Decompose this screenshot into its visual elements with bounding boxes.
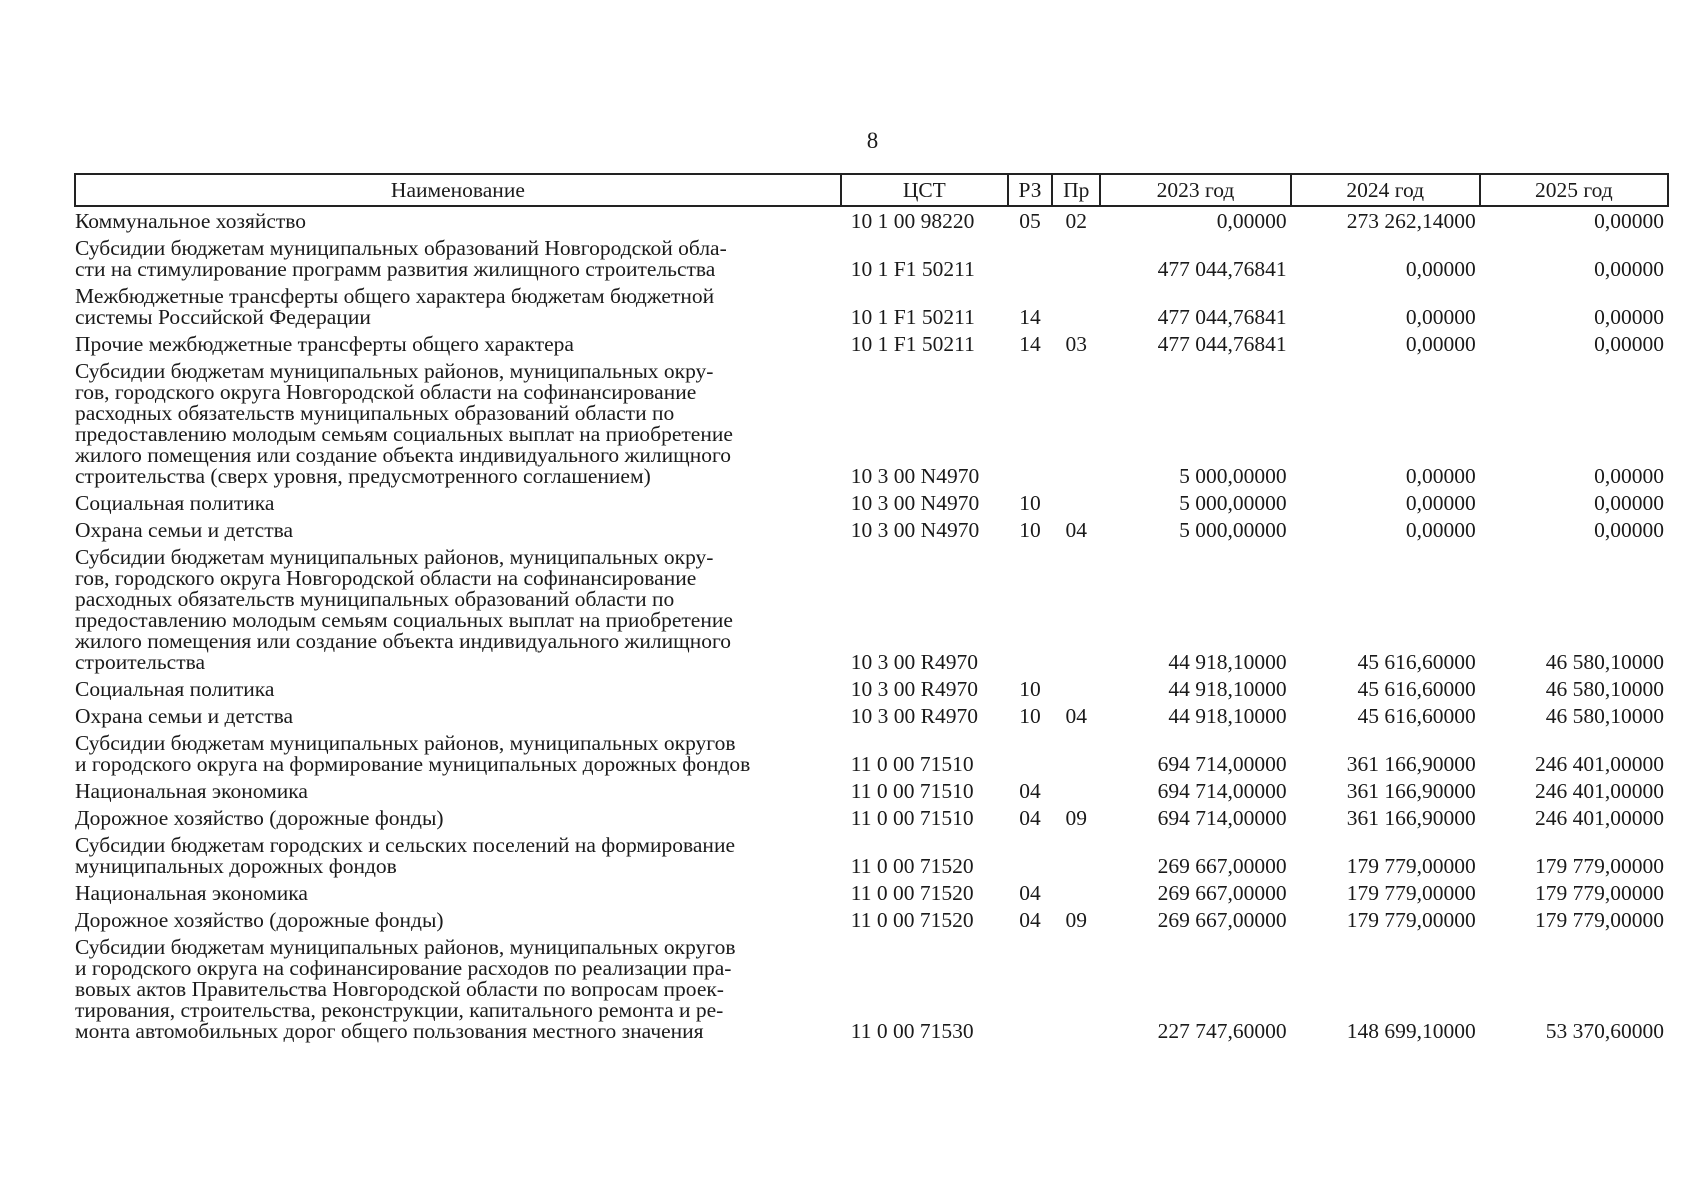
row-2023-value: 269 667,00000: [1157, 854, 1287, 878]
row-name-line: Субсидии бюджетам муниципальных районов, муниципальных округов: [75, 731, 736, 755]
row-cst: 11 0 00 71530: [850, 1019, 974, 1043]
row-2023-value: 269 667,00000: [1157, 881, 1287, 905]
row-rz: 10: [1019, 677, 1041, 701]
row-2023-value: 5 000,00000: [1179, 464, 1287, 488]
row-name-line: Субсидии бюджетам муниципальных районов, муниципальных окру-: [75, 545, 714, 569]
table-row: [75, 906, 1668, 933]
row-name: [75, 831, 841, 879]
row-name-line: Субсидии бюджетам муниципальных районов, муниципальных округов: [75, 935, 736, 959]
row-pr: 02: [1065, 209, 1087, 233]
table-row: [75, 357, 1668, 489]
header-2023: 2023 год: [1100, 174, 1290, 206]
table-row: [75, 933, 1668, 1044]
row-name-line: тирования, строительства, реконструкции, капитального ремонта и ре-: [75, 998, 724, 1022]
row-name-line: строительства: [75, 650, 206, 674]
row-2023-value: 44 918,10000: [1168, 704, 1287, 728]
header-rz: РЗ: [1008, 174, 1052, 206]
row-2025-value: 46 580,10000: [1545, 677, 1664, 701]
row-name: [75, 543, 841, 675]
row-name-line: монта автомобильных дорог общего пользования местного значения: [75, 1019, 704, 1043]
table-row: [75, 206, 1668, 234]
row-2023-value: 477 044,76841: [1157, 257, 1287, 281]
row-name-line: Социальная политика: [75, 677, 275, 701]
row-2024-value: 0,00000: [1405, 518, 1476, 542]
row-pr: [1052, 489, 1100, 516]
table-row: [75, 330, 1668, 357]
row-name: [75, 330, 841, 357]
table-row: [75, 282, 1668, 330]
row-rz: 04: [1019, 881, 1041, 905]
row-2024-value: 179 779,00000: [1346, 881, 1476, 905]
row-cst: 11 0 00 71520: [850, 881, 974, 905]
row-2024-value: 0,00000: [1405, 257, 1476, 281]
row-rz: [1008, 234, 1052, 282]
table-row: [75, 729, 1668, 777]
row-name: [75, 729, 841, 777]
header-2024: 2024 год: [1291, 174, 1480, 206]
row-2025-value: 179 779,00000: [1535, 854, 1664, 878]
row-2025-value: 246 401,00000: [1535, 779, 1664, 803]
row-name: [75, 804, 841, 831]
row-name-line: Дорожное хозяйство (дорожные фонды): [75, 908, 444, 932]
row-name-line: системы Российской Федерации: [75, 305, 371, 329]
row-2023-value: 694 714,00000: [1157, 779, 1287, 803]
row-cst: 10 1 F1 50211: [850, 257, 975, 281]
row-name: [75, 906, 841, 933]
row-name: [75, 879, 841, 906]
row-name: [75, 234, 841, 282]
row-name-line: сти на стимулирование программ развития жилищного строительства: [75, 257, 716, 281]
row-name-line: Субсидии бюджетам муниципальных районов, муниципальных окру-: [75, 359, 714, 383]
row-rz: [1008, 357, 1052, 489]
row-rz: 14: [1019, 332, 1041, 356]
row-name-line: Субсидии бюджетам муниципальных образований Новгородской обла-: [75, 236, 727, 260]
row-rz: 10: [1019, 518, 1041, 542]
row-pr: [1052, 831, 1100, 879]
row-2023-value: 269 667,00000: [1157, 908, 1287, 932]
row-2024-value: 179 779,00000: [1346, 854, 1476, 878]
row-cst: 11 0 00 71520: [850, 908, 974, 932]
row-cst: 11 0 00 71510: [850, 779, 974, 803]
row-cst: 10 3 00 R4970: [850, 650, 979, 674]
row-2024-value: 361 166,90000: [1346, 806, 1476, 830]
row-name-line: Социальная политика: [75, 491, 275, 515]
row-pr: 04: [1065, 518, 1087, 542]
row-name-line: и городского округа на софинансирование расходов по реализации пра-: [75, 956, 732, 980]
row-cst: 10 3 00 N4970: [850, 518, 980, 542]
row-name-line: Межбюджетные трансферты общего характера бюджетам бюджетной: [75, 284, 715, 308]
row-cst: 11 0 00 71510: [850, 752, 974, 776]
row-name-line: Национальная экономика: [75, 881, 308, 905]
row-2025-value: 46 580,10000: [1545, 704, 1664, 728]
row-2023-value: 477 044,76841: [1157, 332, 1287, 356]
row-rz: [1008, 831, 1052, 879]
table-row: [75, 543, 1668, 675]
row-name-line: жилого помещения или создание объекта индивидуального жилищного: [75, 629, 731, 653]
row-2023-value: 44 918,10000: [1168, 677, 1287, 701]
row-pr: [1052, 543, 1100, 675]
header-cst: ЦСТ: [841, 174, 1008, 206]
row-pr: [1052, 777, 1100, 804]
row-cst: 10 3 00 R4970: [850, 704, 979, 728]
row-2025-value: 0,00000: [1594, 518, 1664, 542]
row-name: [75, 675, 841, 702]
row-name: [75, 357, 841, 489]
row-pr: [1052, 357, 1100, 489]
row-2025-value: 0,00000: [1594, 491, 1664, 515]
table-header: [75, 174, 1668, 206]
row-name-line: расходных обязательств муниципальных образований области по: [75, 401, 675, 425]
row-2025-value: 246 401,00000: [1535, 752, 1664, 776]
table-row: [75, 675, 1668, 702]
page-number: 8: [866, 128, 879, 153]
table-row: [75, 777, 1668, 804]
row-pr: [1052, 729, 1100, 777]
row-cst: 10 1 F1 50211: [850, 332, 975, 356]
row-rz: 10: [1019, 704, 1041, 728]
row-2024-value: 0,00000: [1405, 332, 1476, 356]
table-row: [75, 804, 1668, 831]
row-pr: 04: [1065, 704, 1087, 728]
row-2024-value: 45 616,60000: [1357, 677, 1476, 701]
row-name-line: и городского округа на формирование муниципальных дорожных фондов: [75, 752, 751, 776]
row-name-line: предоставлению молодым семьям социальных выплат на приобретение: [75, 422, 733, 446]
row-rz: 14: [1019, 305, 1041, 329]
row-rz: [1008, 543, 1052, 675]
row-2025-value: 179 779,00000: [1535, 908, 1664, 932]
row-2024-value: 45 616,60000: [1357, 704, 1476, 728]
row-cst: 11 0 00 71510: [850, 806, 974, 830]
row-2025-value: 46 580,10000: [1545, 650, 1664, 674]
row-2025-value: 246 401,00000: [1535, 806, 1664, 830]
row-name-line: Субсидии бюджетам городских и сельских поселений на формирование: [75, 833, 735, 857]
row-name: [75, 516, 841, 543]
row-2023-value: 5 000,00000: [1179, 518, 1287, 542]
row-cst: 11 0 00 71520: [850, 854, 974, 878]
row-name-line: предоставлению молодым семьям социальных выплат на приобретение: [75, 608, 733, 632]
row-rz: [1008, 933, 1052, 1044]
row-name-line: муниципальных дорожных фондов: [75, 854, 397, 878]
table-body: [75, 206, 1668, 1044]
row-2023-value: 0,00000: [1216, 209, 1287, 233]
row-rz: 04: [1019, 806, 1041, 830]
row-name-line: Охрана семьи и детства: [75, 518, 294, 542]
row-2024-value: 0,00000: [1405, 491, 1476, 515]
row-name-line: жилого помещения или создание объекта индивидуального жилищного: [75, 443, 731, 467]
row-name: [75, 702, 841, 729]
row-rz: 04: [1019, 779, 1041, 803]
row-2023-value: 694 714,00000: [1157, 752, 1287, 776]
row-2024-value: 179 779,00000: [1346, 908, 1476, 932]
row-cst: 10 3 00 N4970: [850, 491, 980, 515]
row-2023-value: 694 714,00000: [1157, 806, 1287, 830]
row-name: [75, 489, 841, 516]
row-2024-value: 148 699,10000: [1346, 1019, 1476, 1043]
row-2025-value: 0,00000: [1594, 305, 1664, 329]
row-2024-value: 45 616,60000: [1357, 650, 1476, 674]
table-row: [75, 516, 1668, 543]
row-pr: [1052, 933, 1100, 1044]
row-name: [75, 282, 841, 330]
row-2024-value: 0,00000: [1405, 464, 1476, 488]
row-pr: 09: [1065, 806, 1087, 830]
row-name-line: гов, городского округа Новгородской области на софинансирование: [75, 566, 697, 590]
header-pr: Пр: [1052, 174, 1100, 206]
table-row: [75, 489, 1668, 516]
row-pr: [1052, 675, 1100, 702]
row-name-line: Национальная экономика: [75, 779, 308, 803]
row-2024-value: 0,00000: [1405, 305, 1476, 329]
row-pr: [1052, 234, 1100, 282]
table-row: [75, 879, 1668, 906]
row-rz: 04: [1019, 908, 1041, 932]
row-2024-value: 361 166,90000: [1346, 752, 1476, 776]
row-pr: 09: [1065, 908, 1087, 932]
row-2023-value: 477 044,76841: [1157, 305, 1287, 329]
row-name: [75, 933, 841, 1044]
row-cst: 10 3 00 R4970: [850, 677, 979, 701]
row-cst: 10 1 00 98220: [850, 209, 975, 233]
row-name: [75, 777, 841, 804]
row-2023-value: 5 000,00000: [1179, 491, 1287, 515]
row-name-line: расходных обязательств муниципальных образований области по: [75, 587, 675, 611]
row-cst: 10 1 F1 50211: [850, 305, 975, 329]
row-pr: 03: [1065, 332, 1087, 356]
row-2024-value: 273 262,14000: [1346, 209, 1476, 233]
row-name-line: Охрана семьи и детства: [75, 704, 294, 728]
row-2025-value: 0,00000: [1594, 332, 1664, 356]
table-row: [75, 234, 1668, 282]
row-cst: 10 3 00 N4970: [850, 464, 980, 488]
budget-table: [74, 173, 1669, 1044]
row-pr: [1052, 879, 1100, 906]
row-name-line: Прочие межбюджетные трансферты общего характера: [75, 332, 574, 356]
row-name-line: Дорожное хозяйство (дорожные фонды): [75, 806, 444, 830]
row-rz: 05: [1019, 209, 1041, 233]
table-row: [75, 831, 1668, 879]
row-2025-value: 179 779,00000: [1535, 881, 1664, 905]
row-2025-value: 0,00000: [1594, 464, 1664, 488]
row-2025-value: 0,00000: [1594, 209, 1664, 233]
row-name: [75, 206, 841, 234]
row-name-line: строительства (сверх уровня, предусмотренного соглашением): [75, 464, 651, 488]
row-name-line: гов, городского округа Новгородской области на софинансирование: [75, 380, 697, 404]
row-name-line: вовых актов Правительства Новгородской области по вопросам проек-: [75, 977, 724, 1001]
row-2023-value: 44 918,10000: [1168, 650, 1287, 674]
row-2025-value: 53 370,60000: [1545, 1019, 1664, 1043]
row-name-line: Коммунальное хозяйство: [75, 209, 307, 233]
header-name: Наименование: [75, 174, 841, 206]
row-rz: [1008, 729, 1052, 777]
row-pr: [1052, 282, 1100, 330]
table-row: [75, 702, 1668, 729]
row-rz: 10: [1019, 491, 1041, 515]
row-2023-value: 227 747,60000: [1157, 1019, 1287, 1043]
header-2025: 2025 год: [1480, 174, 1668, 206]
row-2024-value: 361 166,90000: [1346, 779, 1476, 803]
row-2025-value: 0,00000: [1594, 257, 1664, 281]
